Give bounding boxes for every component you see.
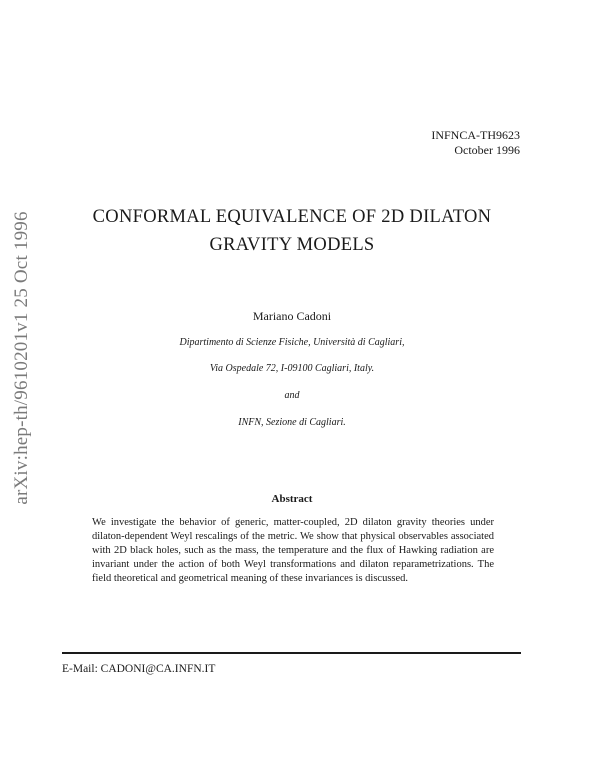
affiliation-infn: INFN, Sezione di Cagliari.: [238, 417, 346, 428]
arxiv-identifier: arXiv:hep-th/9610201v1 25 Oct 1996: [11, 211, 32, 505]
arxiv-identifier-stamp: [0, 0, 44, 776]
affiliation-conjunction: and: [284, 390, 300, 401]
paper-title: [40, 203, 544, 259]
author-name: Mariano Cadoni: [252, 309, 332, 323]
report-info: [431, 128, 520, 158]
abstract-heading: Abstract: [271, 493, 313, 505]
author-email: E-Mail: CADONI@CA.INFN.IT: [62, 663, 216, 675]
affiliation-address: Via Ospedale 72, I-09100 Cagliari, Italy.: [209, 363, 375, 374]
paper-title-line-1: CONFORMAL EQUIVALENCE OF 2D DILATON: [92, 207, 492, 227]
paper-title-line-2: GRAVITY MODELS: [209, 235, 375, 255]
report-date: October 1996: [454, 143, 520, 157]
footnote-divider: [62, 652, 521, 654]
affiliation-department: Dipartimento di Scienze Fisiche, Università di Cagliari,: [179, 337, 405, 348]
report-number: INFNCA-TH9623: [431, 128, 520, 142]
abstract-text: We investigate the behavior of generic, matter-coupled, 2D dilaton gravity theories under dilaton-dependent Weyl rescalings of the metric. We show that physical observables associated with 2D black holes, such as the mass, the temperature and the flux of Hawking radiation are invariant under the action of both Weyl transformations and dilaton reparametrizations. The field theoretical and geometrical meaning of these invariances is discussed.: [92, 517, 494, 584]
